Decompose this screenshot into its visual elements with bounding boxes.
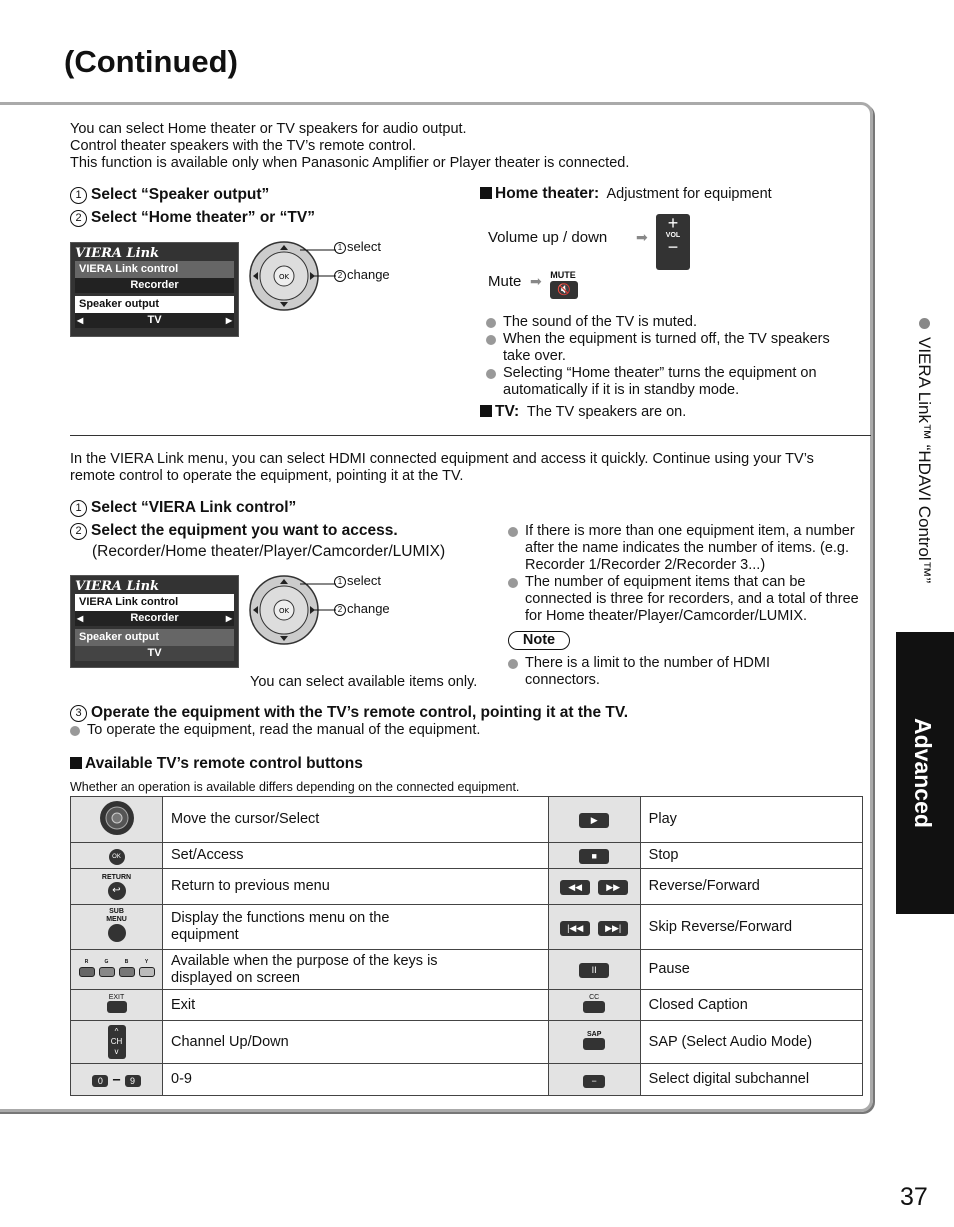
- arrow-right-icon: ➡: [636, 229, 648, 245]
- bullet-dot-icon: [508, 578, 518, 588]
- play-icon: ▶: [579, 813, 609, 828]
- step-label: Operate the equipment with the TV’s remote control, pointing it at the TV.: [91, 704, 629, 721]
- viera-link-osd-2: [70, 575, 239, 668]
- osd-row: Speaker output: [75, 629, 234, 646]
- bullet-item: [70, 722, 480, 739]
- icon-cell: [548, 1021, 640, 1064]
- section2-intro: In the VIERA Link menu, you can select HDMI connected equipment and access it quickly. Continue using your TV’s remote control to operate the equipment, pointing it at the TV.: [70, 451, 814, 484]
- icon-cell: [548, 869, 640, 905]
- key-body: [119, 967, 135, 977]
- square-bullet-icon: [480, 405, 492, 417]
- table-cell: Channel Up/Down: [163, 1021, 549, 1064]
- home-theater-heading: [480, 185, 772, 203]
- table-cell: [163, 905, 549, 950]
- key-letter: R: [84, 958, 89, 965]
- side-label-text: VIERA Link™ “HDAVI Control™”: [915, 337, 934, 584]
- left-arrow-icon: ◀: [77, 316, 84, 325]
- step-3: [70, 704, 628, 722]
- table-cell: Set/Access: [163, 843, 549, 869]
- remote-buttons-table: [70, 796, 863, 1096]
- icon-cell: [71, 990, 163, 1021]
- section-divider: [70, 435, 871, 436]
- heading-desc: Adjustment for equipment: [606, 186, 772, 202]
- osd-row: VIERA Link control: [75, 261, 234, 278]
- icon-cell: [71, 905, 163, 950]
- osd-row: [75, 611, 234, 626]
- bullet-item: [486, 314, 856, 331]
- right-arrow-icon: ▶: [225, 316, 232, 325]
- page-title: (Continued): [64, 44, 238, 79]
- bullet-text: The number of equipment items that can be connected is three for recorders, and a total of three for Home theater/Player/Camcorder/LUMIX.: [525, 574, 859, 624]
- bullet-item: [486, 365, 856, 399]
- table-row: [71, 797, 863, 843]
- bullet-text: The sound of the TV is muted.: [503, 314, 697, 330]
- key-letter: Y: [144, 958, 149, 965]
- cc-icon: [583, 1001, 605, 1013]
- table-cell: Stop: [640, 843, 862, 869]
- viera-link-osd-1: [70, 242, 239, 337]
- available-buttons-heading: [70, 755, 363, 773]
- osd-value: TV: [147, 647, 162, 659]
- step-number: 1: [70, 187, 87, 204]
- key-body: [79, 967, 95, 977]
- bullet-dot-icon: [508, 527, 518, 537]
- ok-key-icon: OK: [109, 849, 125, 865]
- table-row: [71, 950, 863, 990]
- step-number: 2: [70, 523, 87, 540]
- bullet-dot-icon: [486, 318, 496, 328]
- channel-up-down-icon: ^ CH v: [108, 1025, 126, 1059]
- bullet-item: [508, 574, 863, 625]
- red-key-icon: [79, 959, 95, 981]
- stop-icon: ■: [579, 849, 609, 864]
- bullet-dot-icon: [486, 335, 496, 345]
- step-1: [70, 186, 269, 204]
- vol-key-label: VOL: [665, 232, 681, 239]
- skip-forward-icon: ▶▶|: [598, 921, 628, 936]
- step-2: [70, 522, 398, 540]
- bullet-text: When the equipment is turned off, the TV speakers take over.: [503, 331, 830, 364]
- key-letter: B: [124, 958, 129, 965]
- mute-label: Mute: [488, 273, 522, 290]
- dash-key-icon: −: [583, 1075, 605, 1088]
- icon-cell: [71, 1021, 163, 1064]
- step-label: Select “Home theater” or “TV”: [91, 209, 315, 226]
- svg-text:OK: OK: [278, 607, 290, 615]
- exit-key-label: EXIT: [108, 993, 125, 1001]
- ch-label: CH: [110, 1037, 123, 1046]
- skip-reverse-icon: |◀◀: [560, 921, 590, 936]
- volume-key-icon: + VOL −: [656, 214, 690, 270]
- callout-label: select: [347, 573, 381, 588]
- table-cell: Exit: [163, 990, 549, 1021]
- volume-label: Volume up / down: [488, 229, 608, 246]
- osd-row: [75, 646, 234, 661]
- key-letter: G: [104, 958, 109, 965]
- table-cell: Move the cursor/Select: [163, 797, 549, 843]
- bullet-dot-icon: [486, 369, 496, 379]
- step-1: [70, 499, 296, 517]
- cell-text: Available when the purpose of the keys is displayed on screen: [171, 952, 438, 986]
- side-section-label: [914, 318, 934, 583]
- page-number: 37: [900, 1183, 928, 1211]
- forward-icon: ▶▶: [598, 880, 628, 895]
- section1-intro: [70, 121, 629, 172]
- table-row: [71, 843, 863, 869]
- reverse-icon: ◀◀: [560, 880, 590, 895]
- square-bullet-icon: [480, 187, 492, 199]
- icon-cell: [71, 797, 163, 843]
- svg-text:OK: OK: [278, 273, 290, 281]
- return-key-label: RETURN: [101, 873, 132, 881]
- side-tab-label: Advanced: [910, 718, 936, 828]
- yellow-key-icon: [139, 959, 155, 981]
- osd-value: TV: [147, 314, 162, 326]
- icon-cell: [71, 869, 163, 905]
- sap-icon: [583, 1038, 605, 1050]
- sub-menu-icon: [108, 924, 126, 942]
- key-body: [99, 967, 115, 977]
- advanced-tab: [896, 632, 954, 914]
- bullet-text: If there is more than one equipment item, a number after the name indicates the number of items. (e.g. Recorder 1/Recorder 2/Recorder 3...): [525, 523, 855, 573]
- icon-cell: [71, 950, 163, 990]
- viera-link-logo: VIERA Link: [75, 246, 160, 261]
- heading-desc: The TV speakers are on.: [526, 404, 687, 420]
- icon-cell: [548, 950, 640, 990]
- pause-icon: II: [579, 963, 609, 978]
- exit-icon: [107, 1001, 127, 1013]
- arrow-right-icon: ➡: [530, 273, 542, 289]
- table-row: [71, 1064, 863, 1096]
- intro-line: You can select Home theater or TV speakers for audio output.: [70, 121, 467, 137]
- table-cell: Play: [640, 797, 862, 843]
- cell-text: Display the functions menu on the equipment: [171, 910, 390, 943]
- step-label: Select the equipment you want to access.: [91, 522, 398, 539]
- square-bullet-icon: [70, 757, 82, 769]
- bullet-item: [486, 331, 856, 365]
- table-row: [71, 990, 863, 1021]
- table-cell: SAP (Select Audio Mode): [640, 1021, 862, 1064]
- select-callout: 1 select: [334, 573, 381, 588]
- table-cell: Return to previous menu: [163, 869, 549, 905]
- viera-link-logo: VIERA Link: [75, 579, 160, 594]
- step-2-sub: (Recorder/Home theater/Player/Camcorder/LUMIX): [92, 543, 446, 560]
- step-label: Select “Speaker output”: [91, 186, 270, 203]
- table-row: [71, 869, 863, 905]
- table-cell: 0-9: [163, 1064, 549, 1096]
- mute-key-icon: 🔇: [550, 281, 578, 299]
- table-cell: [163, 950, 549, 990]
- step-number: 2: [70, 210, 87, 227]
- mute-key-label: MUTE: [550, 270, 576, 280]
- bullet-item: [508, 523, 863, 574]
- intro-line: This function is available only when Panasonic Amplifier or Player theater is connected.: [70, 155, 630, 171]
- change-callout: 2 change: [334, 601, 390, 616]
- bullet-dot-icon: [508, 659, 518, 669]
- cursor-dial-icon: [98, 800, 136, 836]
- osd-row-selected: Speaker output: [75, 296, 234, 313]
- icon-cell: 0 – 9: [71, 1064, 163, 1096]
- heading-label: Available TV’s remote control buttons: [85, 755, 363, 772]
- return-icon: ↩: [108, 882, 126, 900]
- icon-cell: [548, 797, 640, 843]
- bullet-dot-icon: [919, 318, 930, 329]
- bullet-item: [508, 655, 848, 689]
- available-buttons-sub: Whether an operation is available differs depending on the connected equipment.: [70, 780, 520, 794]
- callout-label: change: [347, 601, 390, 616]
- step-number: 3: [70, 705, 87, 722]
- bullet-text: There is a limit to the number of HDMI connectors.: [525, 655, 770, 688]
- icon-cell: [548, 905, 640, 950]
- bullet-text: Selecting “Home theater” turns the equipment on automatically if it is in standby mode.: [503, 365, 817, 398]
- table-row: [71, 1021, 863, 1064]
- change-callout: 2 change: [334, 267, 390, 282]
- table-cell: Pause: [640, 950, 862, 990]
- callout-label: change: [347, 267, 390, 282]
- table-cell: Reverse/Forward: [640, 869, 862, 905]
- sub-menu-key-label: SUB MENU: [106, 908, 127, 923]
- osd-value: Recorder: [130, 279, 179, 291]
- icon-cell: [548, 990, 640, 1021]
- select-callout: 1 select: [334, 239, 381, 254]
- step-label: Select “VIERA Link control”: [91, 499, 297, 516]
- icon-cell: [548, 843, 640, 869]
- blue-key-icon: [119, 959, 135, 981]
- sap-key-label: SAP: [586, 1030, 602, 1038]
- heading-label: TV:: [495, 403, 520, 420]
- table-cell: Skip Reverse/Forward: [640, 905, 862, 950]
- bullet-dot-icon: [70, 726, 80, 736]
- osd-row: [75, 313, 234, 328]
- table-cell: Closed Caption: [640, 990, 862, 1021]
- osd-row-selected: VIERA Link control: [75, 594, 234, 611]
- icon-cell: [71, 843, 163, 869]
- green-key-icon: [99, 959, 115, 981]
- osd-value: Recorder: [130, 612, 179, 624]
- table-cell: Select digital subchannel: [640, 1064, 862, 1096]
- callout-label: select: [347, 239, 381, 254]
- nine-key-icon: 9: [125, 1075, 141, 1087]
- osd-caption: You can select available items only.: [250, 674, 478, 690]
- cc-key-label: CC: [589, 993, 600, 1001]
- step-2: [70, 209, 315, 227]
- tv-heading: [480, 403, 686, 421]
- heading-label: Home theater:: [495, 185, 600, 202]
- bullet-text: To operate the equipment, read the manual of the equipment.: [87, 722, 481, 738]
- step-number: 1: [70, 500, 87, 517]
- icon-cell: [548, 1064, 640, 1096]
- key-body: [139, 967, 155, 977]
- table-row: [71, 905, 863, 950]
- zero-key-icon: 0: [92, 1075, 108, 1087]
- osd-row: [75, 278, 234, 293]
- right-arrow-icon: ▶: [225, 614, 232, 623]
- left-arrow-icon: ◀: [77, 614, 84, 623]
- intro-line: Control theater speakers with the TV’s remote control.: [70, 138, 417, 154]
- note-badge: Note: [508, 631, 570, 650]
